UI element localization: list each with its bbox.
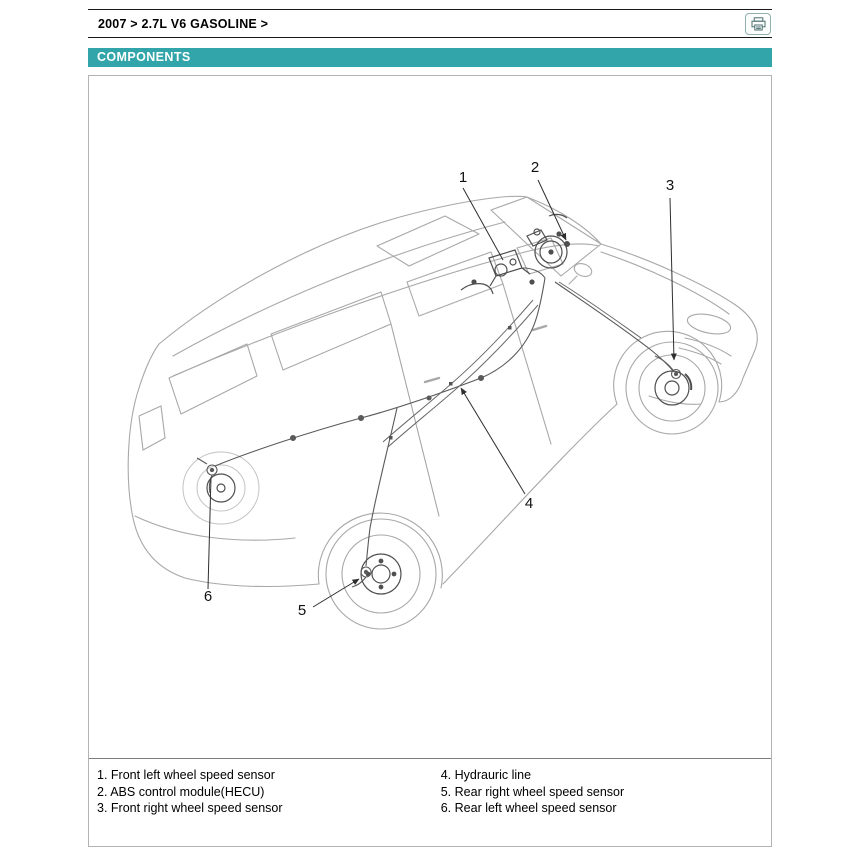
callout-5-number: 5: [297, 602, 307, 619]
callout-3-number: 3: [665, 177, 675, 194]
content-column: [88, 9, 772, 847]
wiring-harness: [197, 268, 681, 587]
callout-6-number: 6: [203, 588, 213, 605]
printer-icon: [751, 17, 766, 31]
wheel-front-right: [626, 342, 718, 434]
wheel-rear-right: [326, 519, 436, 629]
legend-item-5: 5. Rear right wheel speed sensor: [440, 784, 625, 799]
legend-column-right: [441, 767, 771, 817]
legend-item-3: 3. Front right wheel speed sensor: [97, 801, 283, 815]
legend-item-1: 1. Front left wheel speed sensor: [97, 768, 275, 782]
diagram-panel: [88, 75, 772, 847]
section-title: COMPONENTS: [97, 50, 191, 64]
hydraulic-lines: [383, 282, 641, 447]
print-button[interactable]: [745, 13, 771, 35]
legend: [89, 759, 771, 817]
callout-6: [204, 477, 212, 605]
callout-4-number: 4: [524, 495, 534, 512]
components-diagram: [89, 76, 771, 758]
breadcrumb-bar: [88, 9, 772, 38]
legend-column-left: [97, 767, 441, 817]
wheel-rear-left: [183, 452, 259, 524]
callout-2-number: 2: [530, 159, 540, 176]
legend-item-2: 2. ABS control module(HECU): [97, 784, 265, 799]
callout-2: [531, 159, 566, 240]
callout-4: [461, 388, 533, 512]
legend-item-6: 6. Rear left wheel speed sensor: [440, 801, 617, 815]
brake-assemblies: [207, 371, 691, 594]
section-header: [88, 48, 772, 67]
breadcrumb: 2007 > 2.7L V6 GASOLINE >: [98, 16, 269, 31]
callout-1-number: 1: [458, 169, 468, 186]
legend-item-4: 4. Hydrauric line: [440, 768, 532, 782]
